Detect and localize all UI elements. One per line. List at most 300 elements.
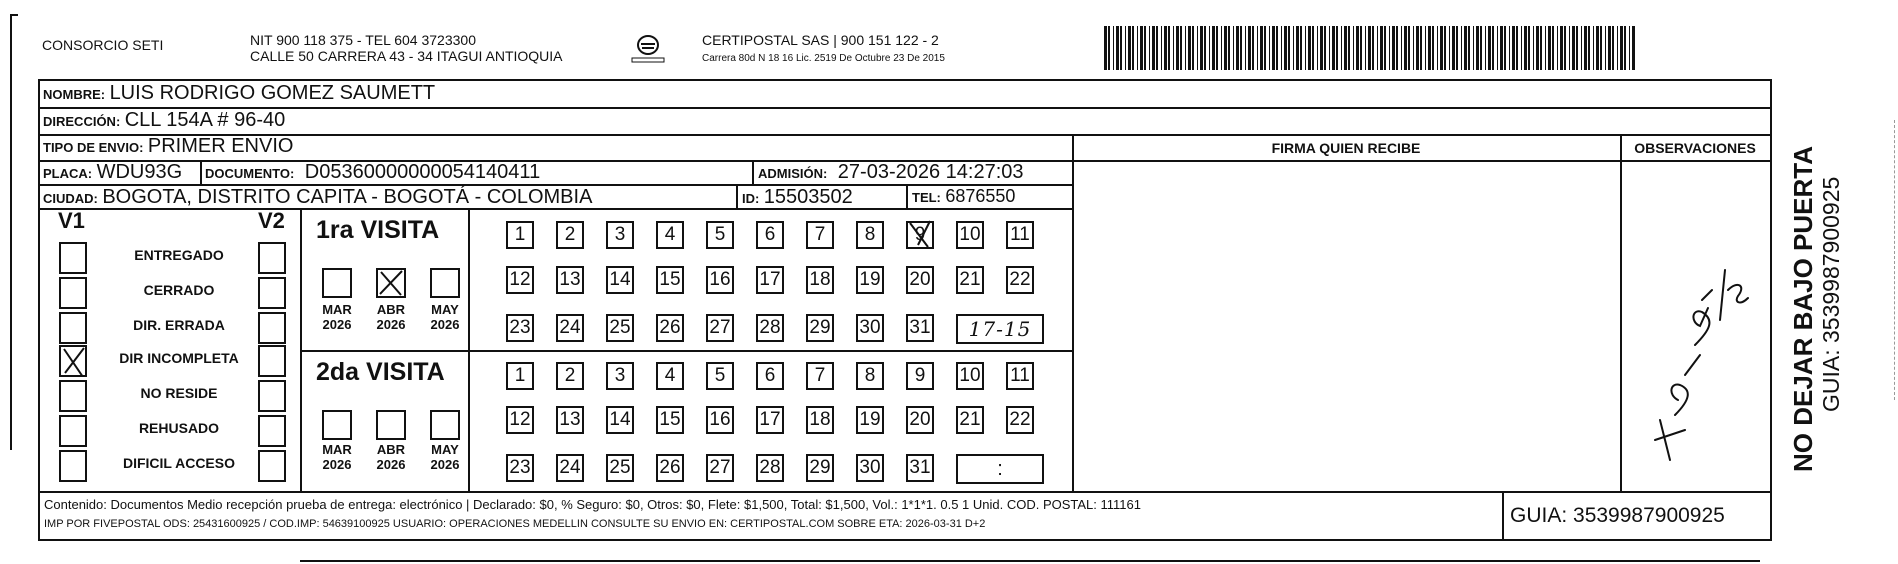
barcode-bar (1552, 26, 1554, 70)
barcode-bar (1164, 26, 1167, 70)
day-box-14[interactable]: 14 (606, 406, 634, 434)
barcode-bar (1545, 26, 1546, 70)
day-box-1[interactable]: 1 (506, 221, 534, 249)
barcode-bar (1284, 26, 1287, 70)
barcode-bar (1324, 26, 1326, 70)
day-box-26[interactable]: 26 (656, 314, 684, 342)
barcode-bar (1264, 26, 1266, 70)
month-checkbox-mar[interactable] (322, 268, 352, 298)
barcode-bar (1392, 26, 1395, 70)
barcode-bar (1140, 26, 1143, 70)
first-time-box[interactable] (956, 314, 1044, 344)
documento-label: DOCUMENTO: (205, 166, 295, 181)
col-line (1072, 134, 1074, 493)
certipostal-line: CERTIPOSTAL SAS | 900 151 122 - 2 (702, 32, 939, 48)
month-year: 2026 (430, 457, 460, 472)
barcode-bar (1221, 26, 1222, 70)
reason-label: DIR. ERRADA (133, 317, 225, 333)
tipo-value: PRIMER ENVIO (147, 135, 294, 157)
barcode-bar (1540, 26, 1542, 70)
v1-checkbox-checked[interactable] (59, 345, 87, 377)
barcode-bar (1528, 26, 1530, 70)
col-line (200, 160, 202, 184)
day-box-18[interactable]: 18 (806, 406, 834, 434)
day-box-22[interactable]: 22 (1006, 266, 1034, 294)
day-box-9[interactable]: 9 (906, 221, 934, 249)
barcode-bar (1557, 26, 1558, 70)
barcode-bar (1524, 26, 1527, 70)
barcode-bar (1236, 26, 1239, 70)
month-year: 2026 (430, 317, 460, 332)
day-box-31[interactable]: 31 (906, 314, 934, 342)
footer-divider (1502, 491, 1504, 541)
barcode-bar (1372, 26, 1374, 70)
barcode-bar (1216, 26, 1218, 70)
day-box-24[interactable]: 24 (556, 454, 584, 482)
v2-checkbox[interactable] (258, 312, 286, 344)
barcode-bar (1605, 26, 1606, 70)
barcode-bar (1617, 26, 1618, 70)
barcode-bar (1377, 26, 1378, 70)
day-box-17[interactable]: 17 (756, 406, 784, 434)
barcode-bar (1564, 26, 1566, 70)
barcode-bar (1632, 26, 1635, 70)
day-box-25[interactable]: 25 (606, 314, 634, 342)
v2-checkbox[interactable] (258, 450, 286, 482)
first-time-handwritten: 17-15 (968, 317, 1032, 341)
barcode-bar (1104, 26, 1107, 70)
day-box-12[interactable]: 12 (506, 266, 534, 294)
day-box-11[interactable]: 11 (1006, 221, 1034, 249)
barcode-bar (1461, 26, 1462, 70)
reason-label: CERRADO (143, 282, 215, 298)
barcode-bar (1300, 26, 1302, 70)
day-box-20[interactable]: 20 (906, 406, 934, 434)
month-label (423, 442, 467, 472)
day-box-27[interactable]: 27 (706, 454, 734, 482)
day-box-6[interactable]: 6 (756, 362, 784, 390)
barcode-bar (1204, 26, 1206, 70)
firma-header: FIRMA QUIEN RECIBE (1271, 140, 1421, 156)
day-box-23[interactable]: 23 (506, 454, 534, 482)
barcode-bar (1488, 26, 1491, 70)
day-box-19[interactable]: 19 (856, 266, 884, 294)
placa-value: WDU93G (96, 161, 183, 183)
id-value: 15503502 (763, 186, 853, 208)
company-name: CONSORCIO SETI (42, 37, 164, 53)
barcode-bar (1584, 26, 1587, 70)
day-box-2[interactable]: 2 (556, 362, 584, 390)
barcode-bar (1353, 26, 1354, 70)
barcode-bar (1128, 26, 1131, 70)
day-box-27[interactable]: 27 (706, 314, 734, 342)
v2-checkbox[interactable] (258, 277, 286, 309)
day-box-16[interactable]: 16 (706, 406, 734, 434)
month-checkbox-may[interactable] (430, 410, 460, 440)
v1-checkbox[interactable] (59, 450, 87, 482)
top-edge-line (10, 14, 18, 16)
barcode-bar (1533, 26, 1534, 70)
barcode-bar (1492, 26, 1494, 70)
barcode-bar (1560, 26, 1563, 70)
barcode-bar (1428, 26, 1431, 70)
barcode-bar (1516, 26, 1518, 70)
month-checkbox-abr[interactable] (376, 268, 406, 298)
col-line (1620, 134, 1622, 493)
barcode-bar (1308, 26, 1311, 70)
day-box-24[interactable]: 24 (556, 314, 584, 342)
barcode-bar (1149, 26, 1150, 70)
barcode-bar (1356, 26, 1359, 70)
barcode-bar (1620, 26, 1623, 70)
barcode-bar (1336, 26, 1338, 70)
tipo-row (43, 135, 293, 158)
direccion-row (43, 109, 285, 132)
tel-value: 6876550 (945, 186, 1016, 206)
day-box-16[interactable]: 16 (706, 266, 734, 294)
month-year: 2026 (376, 457, 406, 472)
reason-label: NO RESIDE (140, 385, 218, 401)
barcode-bar (1437, 26, 1438, 70)
col-line (468, 208, 470, 493)
day-box-21[interactable]: 21 (956, 266, 984, 294)
day-box-23[interactable]: 23 (506, 314, 534, 342)
v1-checkbox[interactable] (59, 415, 87, 447)
day-box-31[interactable]: 31 (906, 454, 934, 482)
day-box-28[interactable]: 28 (756, 454, 784, 482)
barcode-bar (1608, 26, 1611, 70)
day-box-13[interactable]: 13 (556, 266, 584, 294)
barcode-bar (1596, 26, 1599, 70)
barcode-bar (1624, 26, 1626, 70)
day-box-17[interactable]: 17 (756, 266, 784, 294)
day-box-10[interactable]: 10 (956, 221, 984, 249)
observaciones-header: OBSERVACIONES (1634, 140, 1756, 156)
day-box-11[interactable]: 11 (1006, 362, 1034, 390)
barcode-bar (1341, 26, 1342, 70)
left-edge-line (10, 14, 12, 450)
barcode-bar (1260, 26, 1263, 70)
barcode-bar (1332, 26, 1335, 70)
barcode-bar (1365, 26, 1366, 70)
barcode-bar (1521, 26, 1522, 70)
barcode-bar (1512, 26, 1515, 70)
barcode-bar (1444, 26, 1446, 70)
barcode-bar (1612, 26, 1614, 70)
barcode-bar (1288, 26, 1290, 70)
reason-label: DIFICIL ACCESO (122, 455, 235, 471)
day-box-8[interactable]: 8 (856, 362, 884, 390)
row-line (38, 107, 1772, 109)
direccion-label: DIRECCIÓN: (43, 114, 121, 129)
barcode-bar (1272, 26, 1275, 70)
barcode-bar (1389, 26, 1390, 70)
barcode-bar (1240, 26, 1242, 70)
nombre-label: NOMBRE: (43, 87, 106, 102)
v2-checkbox[interactable] (258, 415, 286, 447)
day-box-26[interactable]: 26 (656, 454, 684, 482)
barcode-bar (1200, 26, 1203, 70)
tel-label: TEL: (912, 190, 941, 205)
barcode-bar (1113, 26, 1114, 70)
month-label (369, 442, 413, 472)
day-box-19[interactable]: 19 (856, 406, 884, 434)
side-no-dejar: NO DEJAR BAJO PUERTA (1788, 145, 1818, 472)
barcode-bar (1581, 26, 1582, 70)
month-name: ABR (376, 442, 406, 457)
barcode-bar (1137, 26, 1138, 70)
month-name: MAY (431, 302, 459, 317)
barcode-bar (1228, 26, 1230, 70)
second-time-placeholder: : (997, 458, 1003, 480)
barcode-bar (1380, 26, 1383, 70)
barcode-bar (1144, 26, 1146, 70)
day-box-1[interactable]: 1 (506, 362, 534, 390)
month-checkbox-mar[interactable] (322, 410, 352, 440)
month-year: 2026 (322, 457, 352, 472)
day-box-4[interactable]: 4 (656, 362, 684, 390)
barcode-bar (1344, 26, 1347, 70)
barcode-bar (1425, 26, 1426, 70)
v2-checkbox[interactable] (258, 242, 286, 274)
barcode-bar (1212, 26, 1215, 70)
barcode-bar (1180, 26, 1182, 70)
barcode-bar (1404, 26, 1407, 70)
documento-row (205, 161, 540, 184)
barcode-bar (1168, 26, 1170, 70)
barcode-bar (1473, 26, 1474, 70)
day-box-22[interactable]: 22 (1006, 406, 1034, 434)
day-box-21[interactable]: 21 (956, 406, 984, 434)
day-box-30[interactable]: 30 (856, 454, 884, 482)
barcode-bar (1456, 26, 1458, 70)
day-box-29[interactable]: 29 (806, 314, 834, 342)
barcode-bar (1192, 26, 1194, 70)
footer-guia: GUIA: 3539987900925 (1510, 504, 1725, 527)
barcode-bar (1536, 26, 1539, 70)
day-box-18[interactable]: 18 (806, 266, 834, 294)
barcode-bar (1312, 26, 1314, 70)
barcode-bar (1197, 26, 1198, 70)
barcode-bar (1116, 26, 1119, 70)
day-box-7[interactable]: 7 (806, 362, 834, 390)
v1-label: V1 (58, 208, 85, 233)
license-line: Carrera 80d N 18 16 Lic. 2519 De Octubre 23 De 2015 (702, 53, 945, 64)
month-label (315, 302, 359, 332)
barcode-bar (1497, 26, 1498, 70)
barcode-bar (1548, 26, 1551, 70)
barcode-bar (1500, 26, 1503, 70)
tipo-label: TIPO DE ENVIO: (43, 140, 144, 155)
barcode-bar (1152, 26, 1155, 70)
day-box-20[interactable]: 20 (906, 266, 934, 294)
day-box-28[interactable]: 28 (756, 314, 784, 342)
barcode-bar (1384, 26, 1386, 70)
footer-contenido: Contenido: Documentos Medio recepción prueba de entrega: electrónico | Declarado: $0, % Seguro: $0, Otros: $0, Flete: $1,500, Total: $1,500, Vol.: 1*1*1. 0.5 1 Unid. COD. POSTAL: 111161 (44, 497, 1141, 512)
v2-checkbox[interactable] (258, 345, 286, 377)
day-box-3[interactable]: 3 (606, 221, 634, 249)
month-name: MAY (431, 442, 459, 457)
barcode-bar (1125, 26, 1126, 70)
barcode-bar (1504, 26, 1506, 70)
month-label (315, 442, 359, 472)
row-line (38, 134, 1772, 136)
day-box-13[interactable]: 13 (556, 406, 584, 434)
barcode-bar (1432, 26, 1434, 70)
day-box-5[interactable]: 5 (706, 362, 734, 390)
day-box-7[interactable]: 7 (806, 221, 834, 249)
barcode-bar (1629, 26, 1630, 70)
day-box-5[interactable]: 5 (706, 221, 734, 249)
footer-imp-line: IMP POR FIVEPOSTAL ODS: 25431600925 / COD.IMP: 54639100925 USUARIO: OPERACIONES MEDELLIN CONSULTE SU ENVIO EN: CERTIPOSTAL.COM SOBRE ETA: 2026-03-31 D+2 (44, 518, 986, 530)
second-visit-label: 2da VISITA (316, 358, 445, 386)
barcode-bar (1464, 26, 1467, 70)
month-label (423, 302, 467, 332)
col-line (752, 160, 754, 184)
barcode-bar (1408, 26, 1410, 70)
day-box-2[interactable]: 2 (556, 221, 584, 249)
ciudad-value: BOGOTA, DISTRITO CAPITA - BOGOTÁ - COLOMBIA (102, 186, 593, 208)
day-box-3[interactable]: 3 (606, 362, 634, 390)
barcode-bar (1600, 26, 1602, 70)
placa-label: PLACA: (43, 166, 93, 181)
v1-checkbox[interactable] (59, 242, 87, 274)
barcode-bar (1248, 26, 1251, 70)
month-checkbox-abr[interactable] (376, 410, 406, 440)
barcode-bar (1257, 26, 1258, 70)
v2-label: V2 (258, 208, 285, 233)
nit-line: NIT 900 118 375 - TEL 604 3723300 (250, 32, 476, 48)
month-checkbox-may[interactable] (430, 268, 460, 298)
barcode-bar (1569, 26, 1570, 70)
admision-row (758, 161, 1024, 184)
reason-label: REHUSADO (138, 420, 220, 436)
v1-checkbox[interactable] (59, 277, 87, 309)
first-visit-label: 1ra VISITA (316, 216, 440, 244)
ciudad-label: CIUDAD: (43, 191, 98, 206)
barcode-bar (1416, 26, 1419, 70)
barcode-bar (1420, 26, 1422, 70)
month-year: 2026 (322, 317, 352, 332)
address-line: CALLE 50 CARRERA 43 - 34 ITAGUI ANTIOQUIA (250, 48, 563, 64)
day-box-10[interactable]: 10 (956, 362, 984, 390)
right-cut-line (1894, 120, 1895, 400)
row-line (300, 350, 1072, 352)
admision-label: ADMISIÓN: (758, 166, 828, 181)
v1-checkbox[interactable] (59, 312, 87, 344)
day-box-15[interactable]: 15 (656, 266, 684, 294)
month-year: 2026 (376, 317, 406, 332)
barcode-bar (1317, 26, 1318, 70)
col-line (300, 208, 302, 493)
v1-checkbox[interactable] (59, 380, 87, 412)
barcode-bar (1476, 26, 1479, 70)
placa-row (43, 161, 182, 184)
reason-label: ENTREGADO (134, 247, 224, 263)
barcode-bar (1293, 26, 1294, 70)
barcode-bar (1396, 26, 1398, 70)
day-box-6[interactable]: 6 (756, 221, 784, 249)
barcode-bar (1449, 26, 1450, 70)
barcode-bar (1176, 26, 1179, 70)
col-line (1770, 79, 1772, 493)
barcode-bar (1120, 26, 1122, 70)
month-label (369, 302, 413, 332)
day-box-30[interactable]: 30 (856, 314, 884, 342)
id-row (742, 186, 853, 209)
barcode-bar (1485, 26, 1486, 70)
day-box-4[interactable]: 4 (656, 221, 684, 249)
day-box-12[interactable]: 12 (506, 406, 534, 434)
barcode-bar (1360, 26, 1362, 70)
barcode-bar (1132, 26, 1134, 70)
month-name: MAR (322, 302, 352, 317)
month-name: MAR (322, 442, 352, 457)
barcode-bar (1348, 26, 1350, 70)
day-box-15[interactable]: 15 (656, 406, 684, 434)
barcode-bar (1108, 26, 1110, 70)
barcode-bar (1588, 26, 1590, 70)
bottom-cut-line (300, 560, 1760, 562)
nombre-value: LUIS RODRIGO GOMEZ SAUMETT (109, 82, 436, 104)
tel-row (912, 186, 1015, 207)
certipostal-logo (628, 32, 668, 66)
barcode-bar (1572, 26, 1575, 70)
barcode-bar (1593, 26, 1594, 70)
barcode-bar (1281, 26, 1282, 70)
barcode-bar (1245, 26, 1246, 70)
barcode-bar (1276, 26, 1278, 70)
barcode-bar (1209, 26, 1210, 70)
day-box-8[interactable]: 8 (856, 221, 884, 249)
day-box-9[interactable]: 9 (906, 362, 934, 390)
admision-value: 27-03-2026 14:27:03 (837, 161, 1024, 183)
reason-label: DIR INCOMPLETA (119, 350, 239, 366)
barcode-bar (1329, 26, 1330, 70)
barcode-bar (1188, 26, 1191, 70)
barcode (1104, 26, 1640, 70)
v2-checkbox[interactable] (258, 380, 286, 412)
barcode-bar (1452, 26, 1455, 70)
second-time-box[interactable] (956, 454, 1044, 484)
day-box-14[interactable]: 14 (606, 266, 634, 294)
day-box-25[interactable]: 25 (606, 454, 634, 482)
barcode-bar (1509, 26, 1510, 70)
barcode-bar (1296, 26, 1299, 70)
col-line (736, 184, 738, 208)
documento-value: D05360000000054140411 (304, 161, 541, 183)
id-label: ID: (742, 191, 760, 206)
handwritten-signature (1630, 250, 1760, 470)
barcode-bar (1480, 26, 1482, 70)
barcode-bar (1368, 26, 1371, 70)
direccion-value: CLL 154A # 96-40 (124, 109, 286, 131)
barcode-bar (1401, 26, 1402, 70)
month-name: ABR (376, 302, 406, 317)
barcode-bar (1156, 26, 1158, 70)
barcode-bar (1269, 26, 1270, 70)
barcode-bar (1576, 26, 1578, 70)
barcode-bar (1233, 26, 1234, 70)
barcode-bar (1185, 26, 1186, 70)
barcode-bar (1468, 26, 1470, 70)
day-box-29[interactable]: 29 (806, 454, 834, 482)
side-guia: GUIA: 3539987900925 (1818, 176, 1844, 412)
barcode-bar (1224, 26, 1227, 70)
barcode-bar (1161, 26, 1162, 70)
barcode-bar (1173, 26, 1174, 70)
barcode-bar (1413, 26, 1414, 70)
